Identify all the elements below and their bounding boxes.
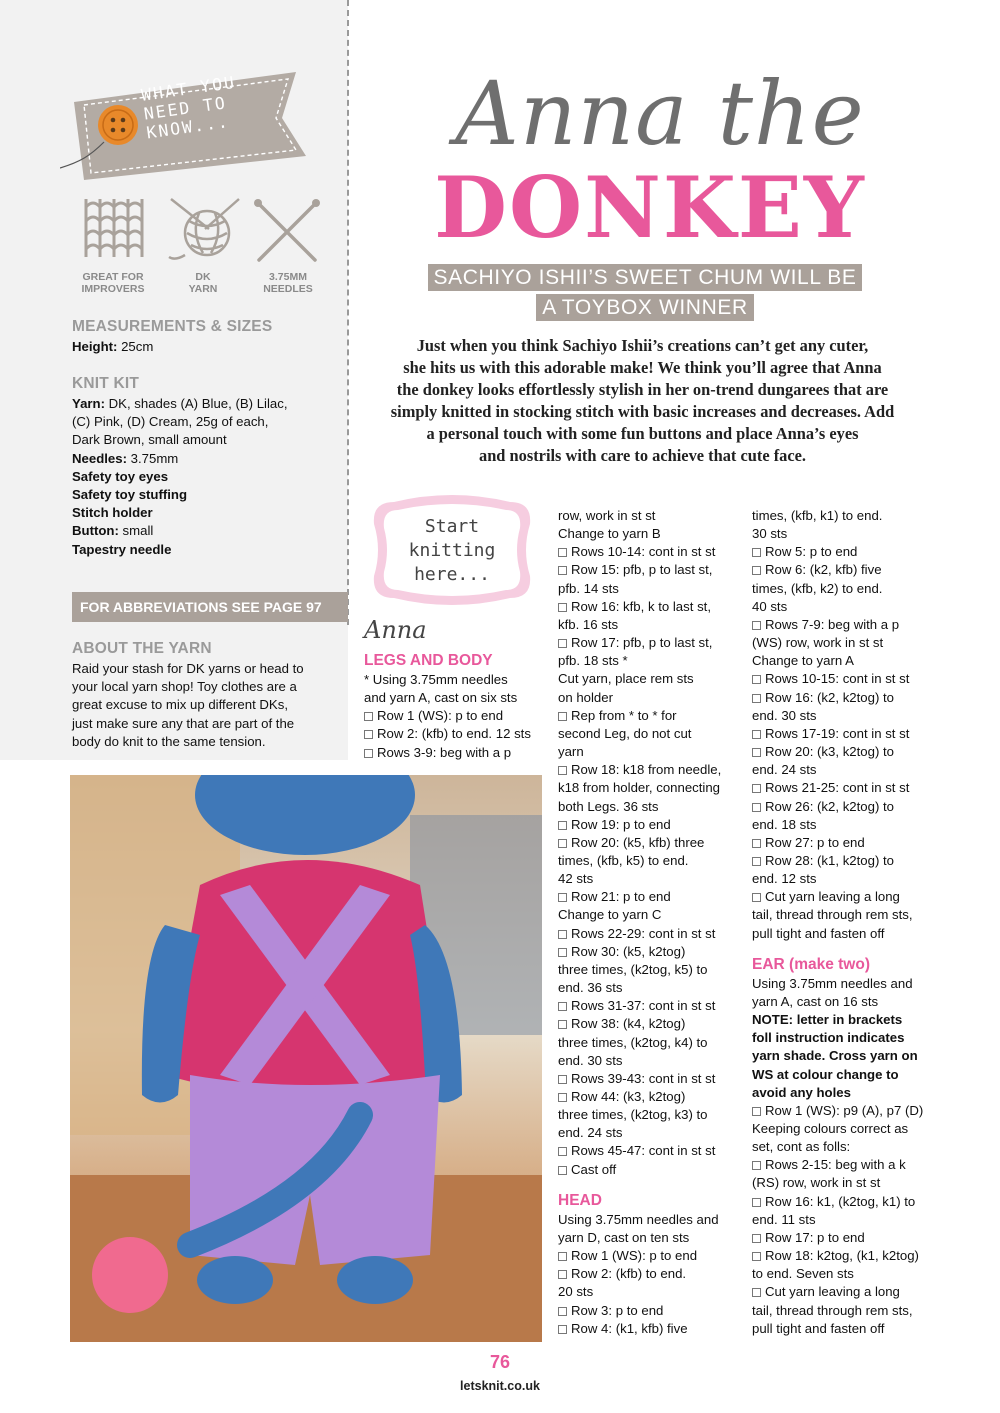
pattern-row-text: Row 2: (kfb) to end. — [571, 1266, 687, 1282]
section-heading: HEAD — [558, 1191, 602, 1209]
pattern-line: end. 30 sts — [558, 1052, 623, 1068]
pattern-line: kfb. 16 sts — [558, 616, 619, 632]
icon-label-yarn: DK YARN — [188, 271, 218, 295]
pattern-row-text: Row 15: pfb, p to last st, — [571, 562, 713, 578]
checkbox-icon[interactable] — [752, 1288, 761, 1297]
pattern-row-checkbox — [752, 888, 932, 906]
pattern-line: * Using 3.75mm needles — [364, 672, 508, 687]
checkbox-icon[interactable] — [558, 948, 567, 957]
section-heading: EAR (make two) — [752, 955, 870, 973]
pattern-line: end. 30 sts — [752, 707, 817, 723]
pattern-row-text: Row 6: (k2, kfb) five — [765, 562, 882, 578]
checkbox-icon[interactable] — [558, 566, 567, 575]
checkbox-icon[interactable] — [752, 1198, 761, 1207]
checkbox-icon[interactable] — [364, 749, 373, 758]
pattern-row-text: Row 2: (kfb) to end. 12 sts — [377, 726, 531, 742]
note-line: yarn shade. Cross yarn on — [752, 1048, 918, 1064]
pattern-line: tail, thread through rem sts, — [752, 1302, 913, 1318]
pattern-line: (WS) row, work in st st — [752, 635, 884, 651]
pattern-line: end. 18 sts — [752, 816, 817, 832]
pattern-row-text: Row 3: p to end — [571, 1302, 664, 1318]
pattern-row-text: Row 16: (k2, k2tog) to — [765, 689, 895, 705]
pattern-row-text: Row 26: (k2, k2tog) to — [765, 798, 895, 814]
checkbox-icon[interactable] — [752, 1161, 761, 1170]
pattern-line: three times, (k2tog, k4) to — [558, 1034, 708, 1050]
subtitle-line-2: A TOYBOX WINNER — [536, 294, 753, 321]
checkbox-icon[interactable] — [752, 621, 761, 630]
banner-text: WHAT YOU NEED TO KNOW... — [140, 72, 238, 143]
pattern-line: pfb. 14 sts — [558, 580, 619, 596]
checkbox-icon[interactable] — [558, 548, 567, 557]
pattern-row-checkbox — [558, 816, 738, 834]
checkbox-icon[interactable] — [558, 766, 567, 775]
pattern-row-checkbox — [752, 1247, 932, 1265]
pattern-row-checkbox — [558, 1320, 738, 1338]
checkbox-icon[interactable] — [558, 1002, 567, 1011]
checkbox-icon[interactable] — [558, 603, 567, 612]
checkbox-icon[interactable] — [558, 1252, 567, 1261]
about-yarn-text: Raid your stash for DK yarns or head to your local yarn shop! Toy clothes are a great excuse to mix up different DKs, just make sure any that are part of the body do knit to the same tension. — [72, 661, 304, 749]
pattern-line: both Legs. 36 sts — [558, 798, 659, 814]
checkbox-icon[interactable] — [752, 839, 761, 848]
pattern-row-checkbox — [558, 598, 738, 616]
website: letsknit.co.uk — [460, 1379, 540, 1393]
pattern-line: set, cont as folls: — [752, 1139, 851, 1155]
pattern-row-text: Row 38: (k4, k2tog) — [571, 1016, 686, 1032]
pattern-row-checkbox — [558, 634, 738, 652]
checkbox-icon[interactable] — [752, 675, 761, 684]
pattern-row-text: Row 1 (WS): p9 (A), p7 (D) — [765, 1102, 924, 1118]
checkbox-icon[interactable] — [752, 1234, 761, 1243]
section-script-anna: Anna — [364, 616, 427, 644]
pattern-line: yarn A, cast on 16 sts — [752, 993, 879, 1009]
pattern-row-text: Row 1 (WS): p to end — [571, 1248, 698, 1264]
icon-label-needles: 3.75MM NEEDLES — [263, 271, 313, 295]
checkbox-icon[interactable] — [752, 730, 761, 739]
pattern-line: 42 sts — [558, 871, 594, 887]
subtitle-2 — [380, 294, 910, 321]
pattern-column-1 — [364, 651, 544, 762]
pattern-line: yarn D, cast on ten sts — [558, 1229, 690, 1245]
pattern-line: end. 36 sts — [558, 980, 623, 996]
checkbox-icon[interactable] — [752, 548, 761, 557]
knit-stitch-icon — [78, 193, 158, 263]
pattern-row-text: Row 18: k2tog, (k1, k2tog) — [765, 1248, 919, 1264]
pattern-row-text: Rep from * to * for — [571, 707, 677, 723]
pattern-line: end. 24 sts — [558, 1125, 623, 1141]
pattern-row-text: Rows 2-15: beg with a k — [765, 1157, 906, 1173]
checkbox-icon[interactable] — [752, 784, 761, 793]
checkbox-icon[interactable] — [752, 748, 761, 757]
pattern-row-checkbox — [558, 888, 738, 906]
pattern-row-text: Rows 21-25: cont in st st — [765, 780, 910, 796]
yarn-ball-icon — [165, 193, 245, 263]
measurements-heading: MEASUREMENTS & SIZES — [72, 318, 273, 335]
pattern-line: end. 11 sts — [752, 1211, 816, 1227]
pattern-row-checkbox — [364, 725, 544, 743]
pattern-row-checkbox — [752, 725, 932, 743]
needles-icon — [249, 198, 329, 268]
checkbox-icon[interactable] — [752, 893, 761, 902]
pattern-line: pull tight and fasten off — [752, 1320, 885, 1336]
height-line: Height: 25cm — [72, 339, 154, 354]
pattern-row-text: Row 17: p to end — [765, 1229, 865, 1245]
pattern-row-checkbox — [558, 834, 738, 852]
pattern-line: yarn — [558, 744, 584, 760]
pattern-row-text: Rows 3-9: beg with a p — [377, 744, 512, 760]
pattern-line: and yarn A, cast on six sts — [364, 690, 518, 706]
note-line: avoid any holes — [752, 1084, 851, 1100]
pattern-row-checkbox — [558, 1247, 738, 1265]
pattern-row-checkbox — [364, 707, 544, 725]
checkbox-icon[interactable] — [558, 1307, 567, 1316]
checkbox-icon[interactable] — [752, 1107, 761, 1116]
spacer — [558, 1179, 738, 1191]
pattern-row-text: Rows 7-9: beg with a p — [765, 616, 900, 632]
pattern-row-checkbox — [558, 1088, 738, 1106]
pattern-row-checkbox — [752, 852, 932, 870]
pattern-line: three times, (k2tog, k5) to — [558, 961, 708, 977]
checkbox-icon[interactable] — [558, 1075, 567, 1084]
checkbox-icon[interactable] — [364, 712, 373, 721]
pattern-row-checkbox — [558, 707, 738, 725]
pattern-line: Change to yarn B — [558, 526, 661, 542]
icon-label-improvers: GREAT FOR IMPROVERS — [81, 271, 145, 295]
pattern-line: three times, (k2tog, k3) to — [558, 1107, 708, 1123]
pattern-row-checkbox — [558, 561, 738, 579]
note-line: foll instruction indicates — [752, 1030, 905, 1046]
page-number: 76 — [489, 1352, 511, 1372]
subtitle — [380, 264, 910, 291]
pattern-row-text: Row 30: (k5, k2tog) — [571, 943, 686, 959]
pattern-row-text: Cut yarn leaving a long — [765, 889, 900, 905]
pattern-row-checkbox — [558, 543, 738, 561]
pattern-row-checkbox — [752, 798, 932, 816]
pattern-line: times, (kfb, k5) to end. — [558, 852, 689, 868]
checkbox-icon[interactable] — [558, 1166, 567, 1175]
pattern-row-text: Rows 39-43: cont in st st — [571, 1070, 716, 1086]
pattern-row-text: Row 16: kfb, k to last st, — [571, 598, 711, 614]
pattern-row-checkbox — [558, 1015, 738, 1033]
start-knitting-text: Start knitting here... — [408, 516, 496, 585]
pattern-line: Using 3.75mm needles and — [752, 975, 913, 991]
pattern-line: Cut yarn, place rem sts — [558, 671, 694, 687]
button-icon — [98, 105, 138, 145]
pattern-line: 20 sts — [558, 1284, 594, 1300]
pattern-line: 40 sts — [752, 598, 788, 614]
checkbox-icon[interactable] — [558, 1147, 567, 1156]
pattern-line: k18 from holder, connecting — [558, 780, 721, 796]
knit-kit-list: Yarn: DK, shades (A) Blue, (B) Lilac, (C) Pink, (D) Cream, 25g of each, Dark Brown, small amount Needles: 3.75mm Safety toy eyes Safety toy stuffing Stitch holder Button: small Tapestry needle — [72, 396, 288, 557]
pattern-row-text: Row 27: p to end — [765, 834, 865, 850]
pattern-line: Using 3.75mm needles and — [558, 1211, 719, 1227]
pattern-row-checkbox — [752, 1102, 932, 1120]
pattern-line: to end. Seven sts — [752, 1266, 854, 1282]
pattern-line: tail, thread through rem sts, — [752, 907, 913, 923]
checkbox-icon[interactable] — [558, 712, 567, 721]
spacer — [752, 943, 932, 955]
checkbox-icon[interactable] — [558, 893, 567, 902]
pattern-row-text: Cut yarn leaving a long — [765, 1284, 900, 1300]
checkbox-icon[interactable] — [558, 1325, 567, 1334]
pattern-line: end. 12 sts — [752, 871, 817, 887]
note-line: NOTE: letter in brackets — [752, 1012, 903, 1028]
checkbox-icon[interactable] — [752, 694, 761, 703]
about-yarn-heading: ABOUT THE YARN — [72, 640, 212, 657]
pattern-line: Change to yarn C — [558, 907, 662, 923]
pattern-row-checkbox — [752, 689, 932, 707]
pattern-row-checkbox — [752, 670, 932, 688]
pattern-row-checkbox — [558, 1070, 738, 1088]
pattern-row-text: Row 16: k1, (k2tog, k1) to — [765, 1193, 916, 1209]
pattern-row-text: Rows 17-19: cont in st st — [765, 725, 910, 741]
pattern-row-checkbox — [558, 943, 738, 961]
pattern-row-checkbox — [752, 834, 932, 852]
pattern-row-checkbox — [752, 1283, 932, 1301]
pattern-line: row, work in st st — [558, 508, 656, 523]
pattern-row-text: Rows 10-15: cont in st st — [765, 671, 910, 687]
pattern-row-text: Rows 31-37: cont in st st — [571, 998, 716, 1014]
pattern-row-text: Row 18: k18 from needle, — [571, 762, 722, 778]
pattern-row-checkbox — [558, 1161, 738, 1179]
intro-paragraph: Just when you think Sachiyo Ishii’s creations can’t get any cuter, she hits us with this adorable make! We think you’ll agree that Anna the donkey looks effortlessly stylish in her on-trend dungarees that are simply knitted in stocking stitch with basic increases and decreases. Add a personal touch with some fun buttons and place Anna’s eyes and nostrils with care to achieve that cute face. — [390, 336, 895, 465]
pattern-row-text: Row 5: p to end — [765, 544, 858, 560]
pattern-row-checkbox — [752, 743, 932, 761]
pattern-line: pull tight and fasten off — [752, 925, 885, 941]
pattern-row-checkbox — [752, 616, 932, 634]
pattern-line: end. 24 sts — [752, 762, 817, 778]
checkbox-icon[interactable] — [558, 639, 567, 648]
pattern-row-text: Row 1 (WS): p to end — [377, 708, 504, 724]
checkbox-icon[interactable] — [752, 857, 761, 866]
pattern-row-checkbox — [558, 1302, 738, 1320]
pattern-row-text: Rows 45-47: cont in st st — [571, 1143, 716, 1159]
title-donkey: DONKEY — [434, 158, 866, 257]
checkbox-icon[interactable] — [752, 1252, 761, 1261]
pattern-line: on holder — [558, 689, 613, 705]
pattern-row-text: Row 44: (k3, k2tog) — [571, 1089, 686, 1104]
pattern-row-text: Row 17: pfb, p to last st, — [571, 635, 713, 651]
pattern-row-checkbox — [752, 543, 932, 561]
pattern-row-checkbox — [752, 1193, 932, 1211]
checkbox-icon[interactable] — [752, 566, 761, 575]
checkbox-icon[interactable] — [558, 821, 567, 830]
pattern-column-3 — [752, 507, 932, 1338]
donkey-illustration — [70, 775, 542, 1342]
note-line: WS at colour change to — [752, 1066, 899, 1082]
pattern-row-text: Row 28: (k1, k2tog) to — [765, 852, 895, 868]
subtitle-line-1: SACHIYO ISHII’S SWEET CHUM WILL BE — [428, 264, 863, 291]
pattern-row-text: Row 20: (k5, kfb) three — [571, 834, 705, 850]
pattern-row-checkbox — [752, 1229, 932, 1247]
pattern-line: times, (kfb, k2) to end. — [752, 580, 883, 596]
abbreviations-bar: FOR ABBREVIATIONS SEE PAGE 97 — [72, 592, 348, 622]
checkbox-icon[interactable] — [558, 1270, 567, 1279]
pattern-line: Change to yarn A — [752, 653, 854, 669]
checkbox-icon[interactable] — [558, 930, 567, 939]
pattern-row-text: Row 20: (k3, k2tog) to — [765, 744, 895, 760]
title-script: Anna the — [455, 62, 865, 165]
pattern-line: second Leg, do not cut — [558, 725, 692, 741]
checkbox-icon[interactable] — [752, 803, 761, 812]
pattern-column-2 — [558, 507, 738, 1338]
pattern-row-text: Row 19: p to end — [571, 816, 671, 832]
pattern-row-text: Cast off — [571, 1161, 617, 1177]
pattern-line: pfb. 18 sts * — [558, 653, 628, 669]
pattern-row-checkbox — [364, 744, 544, 762]
pattern-row-checkbox — [558, 1142, 738, 1160]
pattern-line: Keeping colours correct as — [752, 1121, 909, 1136]
donkey-photo — [70, 775, 542, 1342]
pattern-row-text: Rows 22-29: cont in st st — [571, 925, 716, 941]
checkbox-icon[interactable] — [558, 1020, 567, 1029]
column-divider — [347, 0, 349, 625]
pattern-line: 30 sts — [752, 526, 788, 542]
pattern-row-checkbox — [558, 997, 738, 1015]
pattern-line: (RS) row, work in st st — [752, 1175, 881, 1191]
pattern-row-checkbox — [752, 561, 932, 579]
checkbox-icon[interactable] — [364, 730, 373, 739]
pattern-row-checkbox — [558, 761, 738, 779]
pattern-row-checkbox — [558, 1265, 738, 1283]
pattern-row-checkbox — [558, 925, 738, 943]
pattern-row-text: Rows 10-14: cont in st st — [571, 544, 716, 560]
checkbox-icon[interactable] — [558, 1093, 567, 1102]
pattern-row-checkbox — [752, 1156, 932, 1174]
pattern-line: times, (kfb, k1) to end. — [752, 508, 883, 523]
checkbox-icon[interactable] — [558, 839, 567, 848]
pattern-row-checkbox — [752, 779, 932, 797]
pattern-row-text: Row 21: p to end — [571, 889, 671, 905]
section-heading: LEGS AND BODY — [364, 652, 493, 669]
knit-kit-heading: KNIT KIT — [72, 375, 140, 392]
pattern-row-text: Row 4: (k1, kfb) five — [571, 1320, 688, 1336]
